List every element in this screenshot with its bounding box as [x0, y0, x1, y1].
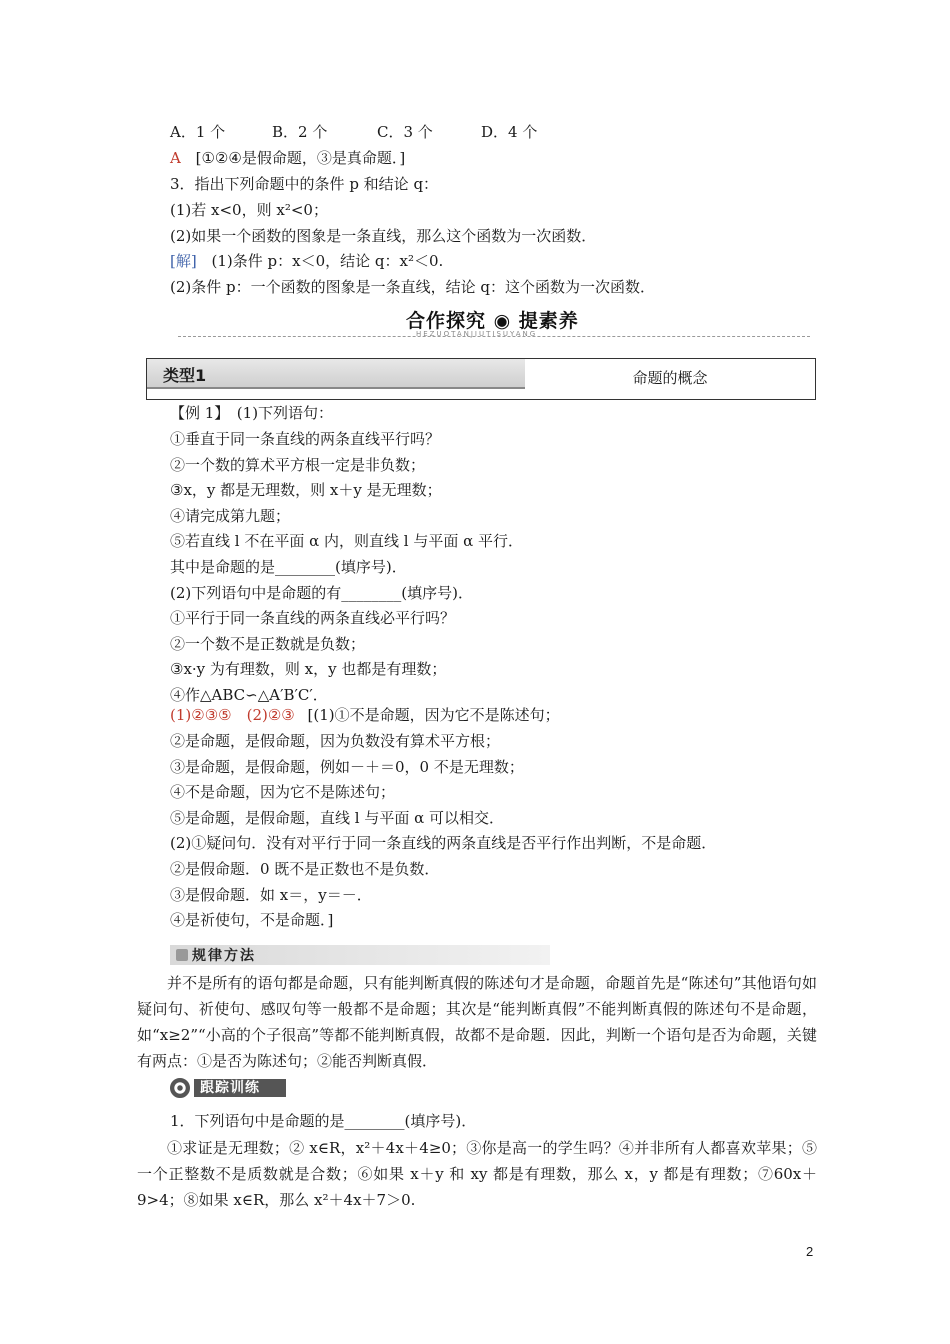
- track-question-1-text: ①求证是无理数；② x∈R，x²＋4x＋4≥0；③你是高一的学生吗？④并非所有人都喜欢苹果；⑤一个正整数不是质数就是合数；⑥如果 x＋y 和 xy 都是有理数，那么 x，y 都是有理数；⑦60x＋9>4；⑧如果 x∈R，那么 x²＋4x＋7＞0.: [137, 1139, 817, 1209]
- example-line: ⑤是命题，是假命题，直线 l 与平面 α 可以相交．: [170, 808, 505, 827]
- type-label-tab: [147, 359, 525, 389]
- solution-text-1: (1)条件 p：x＜0，结论 q：x²＜0.: [211, 252, 444, 270]
- option-b: B．2 个: [272, 123, 328, 141]
- rule-paragraph: 并不是所有的语句都是命题，只有能判断真假的陈述句才是命题，命题首先是“陈述句”其他语句如疑问句、祈使句、感叹句等一般都不是命题；其次是“能判断真假”不能判断真假的陈述句不是命题，如“x≥2”“小高的个子很高”等都不能判断真假，故都不是命题．因此，判断一个语句是否为命题，关键有两点：①是否为陈述句；②能否判断真假．: [137, 974, 817, 1070]
- example-line: ②是假命题．0 既不是正数也不是负数．: [170, 860, 440, 878]
- example-line: ④请完成第九题；: [170, 506, 291, 525]
- example-line: ③是命题，是假命题，例如－＋＝0，0 不是无理数；: [170, 757, 524, 776]
- example-line: ②一个数不是正数就是负数；: [170, 634, 366, 653]
- page-number: 2: [806, 1244, 814, 1259]
- example-analysis-start: [(1)①不是命题，因为它不是陈述句；: [307, 706, 560, 724]
- type-name: 命题的概念: [632, 369, 708, 387]
- example-line: 其中是命题的是________(填序号)．: [170, 558, 407, 576]
- track-question-1: 1．下列语句中是命题的是________(填序号)．: [170, 1112, 477, 1130]
- rule-header: [170, 945, 550, 965]
- q3-statement-2: (2)如果一个函数的图象是一条直线，那么这个函数为一次函数．: [170, 227, 597, 245]
- q3-statement-1: (1)若 x<0，则 x²<0；: [170, 201, 328, 219]
- example-line: (2)下列语句中是命题的有________(填序号)．: [170, 583, 473, 602]
- rule-title: 规律方法: [192, 948, 256, 964]
- banner-divider: [178, 336, 810, 337]
- rule-icon: [176, 949, 188, 961]
- banner-title: 合作探究 ◉ 提素养: [406, 310, 579, 332]
- example-line: ③是假命题．如 x＝，y＝－．: [170, 885, 372, 904]
- example-answer: (1)②③⑤ (2)②③: [170, 706, 295, 724]
- example-line: ③x，y 都是无理数，则 x＋y 是无理数；: [170, 481, 442, 500]
- answer-line: [170, 147, 405, 169]
- example-line: ④作△ABC∽△A′B′C′．: [170, 686, 328, 704]
- example-answer-line: [170, 704, 560, 726]
- q3-solution-2: (2)条件 p：一个函数的图象是一条直线，结论 q：这个函数为一次函数．: [170, 278, 655, 296]
- example-line: ②一个数的算术平方根一定是非负数；: [170, 455, 426, 474]
- q3-solution-1: [170, 250, 443, 272]
- type-label: 类型1: [163, 366, 207, 385]
- example-line: ③x·y 为有理数，则 x，y 也都是有理数；: [170, 660, 447, 679]
- example-line: ⑤若直线 l 不在平面 α 内，则直线 l 与平面 α 平行．: [170, 532, 524, 551]
- track-title: 跟踪训练: [194, 1079, 286, 1097]
- banner-subtitle: HEZUOTANJIUTISUYANG: [416, 330, 538, 338]
- option-a: A．1 个: [170, 123, 226, 141]
- answer-explanation: [①②④是假命题，③是真命题．]: [195, 149, 406, 167]
- example-heading: 【例 1】 (1)下列语句：: [170, 404, 334, 422]
- target-icon: [170, 1078, 190, 1098]
- option-c: C．3 个: [377, 123, 433, 141]
- answer-letter: A: [170, 149, 181, 167]
- option-d: D．4 个: [481, 123, 538, 141]
- q3-stem: 3．指出下列命题中的条件 p 和结论 q：: [170, 175, 439, 193]
- type-header-box: [146, 358, 816, 400]
- solution-tag: [解]: [170, 252, 197, 270]
- example-line: ①平行于同一条直线的两条直线必平行吗？: [170, 609, 456, 628]
- example-line: ②是命题，是假命题，因为负数没有算术平方根；: [170, 732, 501, 750]
- section-banner: [178, 306, 810, 342]
- example-line: ④不是命题，因为它不是陈述句；: [170, 783, 396, 802]
- example-line: (2)①疑问句．没有对平行于同一条直线的两条直线是否平行作出判断，不是命题．: [170, 834, 717, 853]
- example-line: ④是祈使句，不是命题．]: [170, 911, 334, 930]
- example-line: ①垂直于同一条直线的两条直线平行吗？: [170, 430, 441, 448]
